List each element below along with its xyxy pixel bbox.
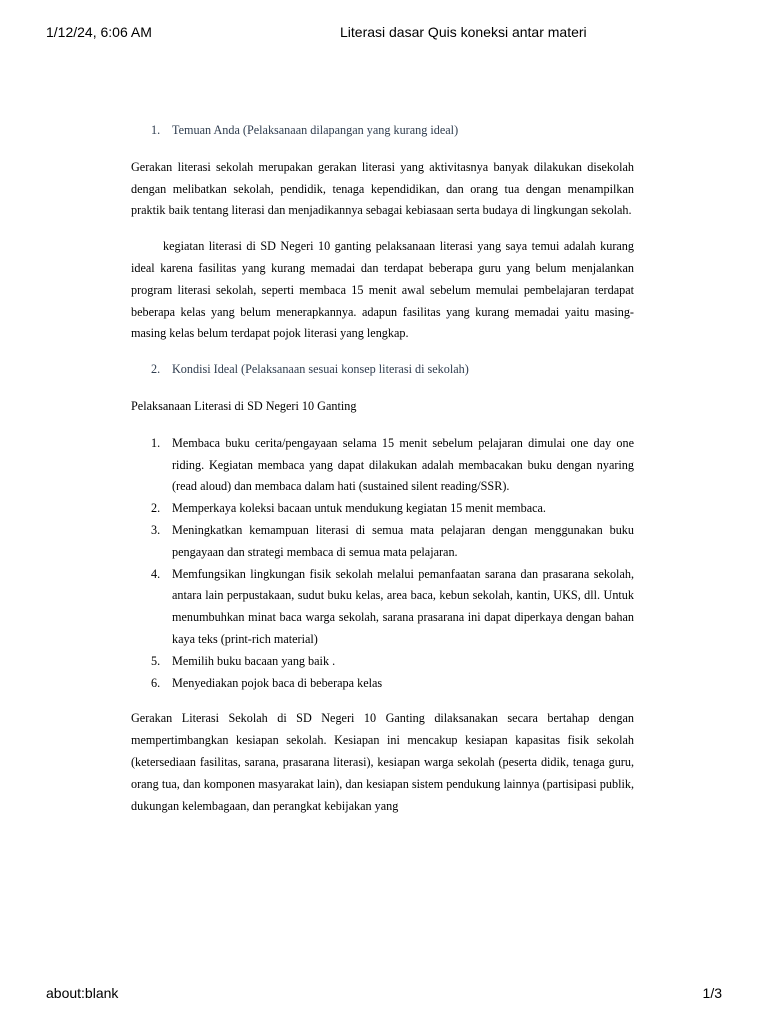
print-datetime: 1/12/24, 6:06 AM <box>46 24 152 40</box>
document-body <box>131 120 634 817</box>
list-item-number: 5. <box>151 653 161 668</box>
section-title-1: Temuan Anda (Pelaksanaan dilapangan yang kurang ideal) <box>172 123 459 137</box>
list-item-number: 2. <box>151 501 161 516</box>
list-item-text: Memilih buku bacaan yang baik . <box>172 653 336 668</box>
list-item-number: 1. <box>151 435 161 450</box>
implementation-list <box>131 433 634 695</box>
paragraph-implementation: Gerakan Literasi Sekolah di SD Negeri 10 Ganting dilaksanakan secara bertahap dengan mempertimbangkan kesiapan sekolah. Kesiapan ini mencakup kesiapan kapasitas fisik sekolah (ketersediaan fasilitas, sarana, prasarana literasi), kesiapan warga sekolah (peserta didik, tenaga guru, orang tua, dan komponen masyarakat lain), dan kesiapan sistem pendukung lainnya (partisipasi publik, dukungan kelembagaan, dan perangkat kebijakan yang <box>131 711 634 813</box>
list-item-number: 6. <box>151 675 161 690</box>
section-number-1: 1. <box>151 123 161 137</box>
list-item <box>131 673 634 695</box>
list-item-text: Meningkatkan kemampuan literasi di semua mata pelajaran dengan menggunakan buku pengayaan dan strategi membaca di semua mata pelajaran. <box>172 522 634 559</box>
list-item-number: 4. <box>151 566 161 581</box>
subheading: Pelaksanaan Literasi di SD Negeri 10 Ganting <box>131 398 357 413</box>
list-item-number: 3. <box>151 522 161 537</box>
paragraph-findings: kegiatan literasi di SD Negeri 10 ganting pelaksanaan literasi yang saya temui adalah kurang ideal karena fasilitas yang kurang memadai dan terdapat beberapa guru yang belum menjalankan program literasi sekolah, seperti membaca 15 menit awal sebelum memulai pembelajaran terdapat beberapa kelas yang belum menerapkannya. adapun fasilitas yang kurang memadai yaitu masing-masing kelas belum terdapat pojok literasi yang lengkap. <box>131 239 634 341</box>
paragraph-intro: Gerakan literasi sekolah merupakan gerakan literasi yang aktivitasnya banyak dilakukan disekolah dengan melibatkan sekolah, pendidik, tenaga kependidikan, dan orang tua dengan menampilkan praktik baik tentang literasi dan menjadikannya sebagai kebiasaan serta budaya di lingkungan sekolah. <box>131 159 634 218</box>
list-item-text: Membaca buku cerita/pengayaan selama 15 menit sebelum pelajaran dimulai one day one riding. Kegiatan membaca yang dapat dilakukan adalah membacakan buku dengan nyaring (read aloud) dan membaca dalam hati (sustained silent reading/SSR). <box>172 435 634 494</box>
list-item <box>131 433 634 498</box>
print-header <box>46 24 722 44</box>
list-item-text: Menyediakan pojok baca di beberapa kelas <box>172 675 383 690</box>
list-item-text: Memfungsikan lingkungan fisik sekolah melalui pemanfaatan sarana dan prasarana sekolah, antara lain perpustakaan, sudut buku kelas, area baca, kebun sekolah, kantin, UKS, dll. Untuk menumbuhkan minat baca warga sekolah, sarana prasarana ini dapat diperkaya dengan bahan kaya teks (print-rich material) <box>172 566 634 646</box>
print-footer <box>46 985 722 1005</box>
section-number-2: 2. <box>151 362 161 377</box>
print-url: about:blank <box>46 985 119 1001</box>
page-number: 1/3 <box>702 985 722 1001</box>
print-title: Literasi dasar Quis koneksi antar materi <box>340 24 587 40</box>
list-item <box>131 520 634 564</box>
list-item <box>131 498 634 520</box>
section-title-2: Kondisi Ideal (Pelaksanaan sesuai konsep literasi di sekolah) <box>172 362 469 377</box>
list-item <box>131 651 634 673</box>
section-heading-2 <box>131 359 634 381</box>
list-item <box>131 564 634 651</box>
section-heading-1 <box>131 120 634 142</box>
list-item-text: Memperkaya koleksi bacaan untuk mendukung kegiatan 15 menit membaca. <box>172 501 546 516</box>
